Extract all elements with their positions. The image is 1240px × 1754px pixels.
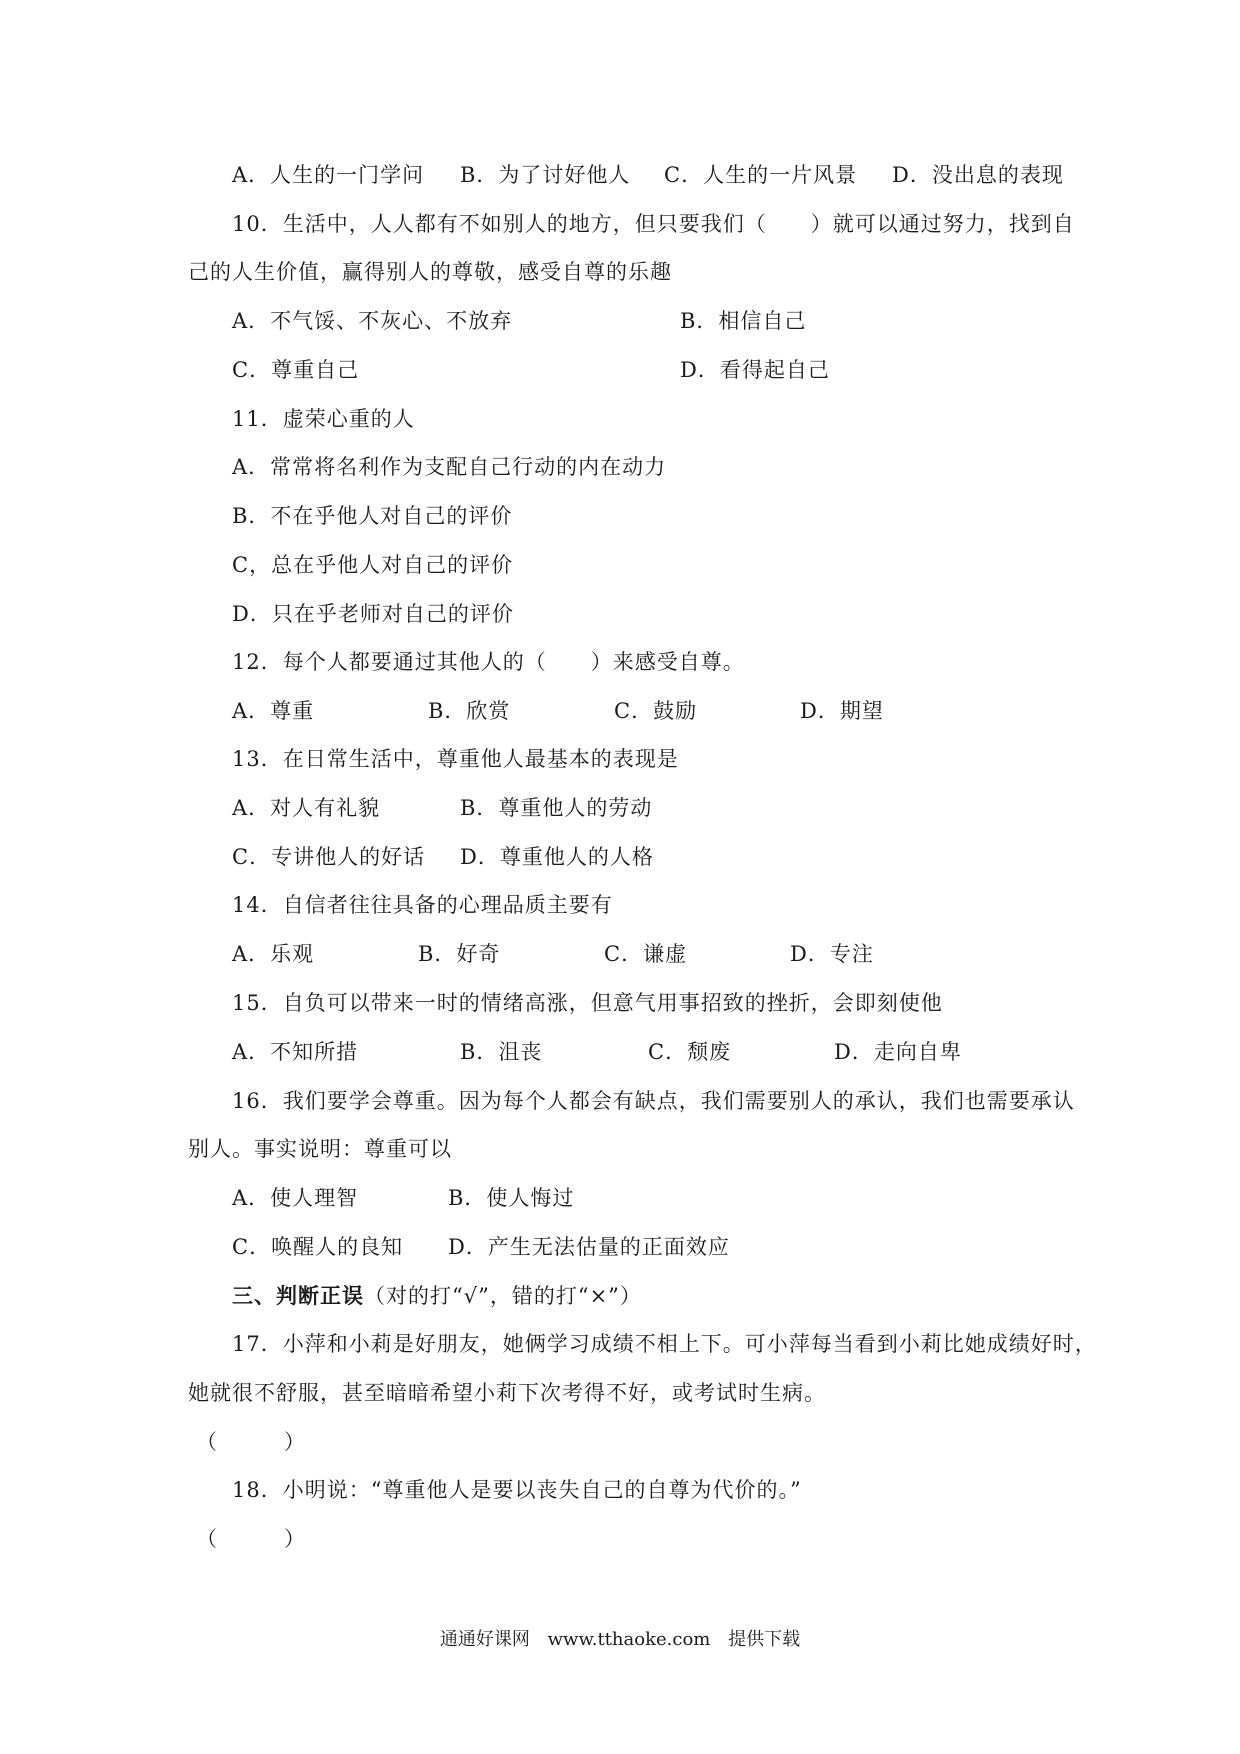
q10-option-d: D．看得起自己 [680, 358, 830, 382]
section3-note: （对的打“√”，错的打“×”） [364, 1284, 642, 1308]
q15-option-d: D．走向自卑 [834, 1040, 962, 1064]
q16-option-b: B．使人悔过 [448, 1186, 575, 1210]
page-footer [0, 1627, 1240, 1653]
q16-option-c: C．唤醒人的良知 [232, 1235, 404, 1259]
q14-stem: 14．自信者往往具备的心理品质主要有 [232, 893, 613, 917]
q16-stem-line1: 16．我们要学会尊重。因为每个人都会有缺点，我们需要别人的承认，我们也需要承认 [232, 1089, 1075, 1113]
q10-option-b: B．相信自己 [680, 309, 807, 333]
q15-option-b: B．沮丧 [460, 1040, 543, 1064]
q15-stem: 15．自负可以带来一时的情绪高涨，但意气用事招致的挫折，会即刻使他 [232, 991, 943, 1015]
q11-option-a: A．常常将名利作为支配自己行动的内在动力 [232, 455, 667, 479]
q18-stem: 18．小明说：“尊重他人是要以丧失自己的自尊为代价的。” [232, 1478, 802, 1502]
q16-option-a: A．使人理智 [232, 1186, 359, 1210]
q11-option-c: C，总在乎他人对自己的评价 [232, 553, 514, 577]
q16-option-d: D．产生无法估量的正面效应 [448, 1235, 730, 1259]
q15-option-c: C．颓废 [648, 1040, 732, 1064]
q11-stem: 11．虚荣心重的人 [232, 407, 415, 431]
q14-option-c: C．谦虚 [604, 942, 688, 966]
q12-option-c: C．鼓励 [614, 699, 698, 723]
q12-option-a: A．尊重 [232, 699, 315, 723]
q9-option-c: C．人生的一片风景 [664, 163, 858, 187]
q14-option-b: B．好奇 [418, 942, 501, 966]
q12-option-d: D．期望 [800, 699, 884, 723]
q9-option-a: A．人生的一门学问 [232, 163, 425, 187]
q10-stem-line2: 己的人生价值，赢得别人的尊敬，感受自尊的乐趣 [188, 260, 672, 284]
q15-option-a: A．不知所措 [232, 1040, 359, 1064]
q9-option-d: D．没出息的表现 [892, 163, 1064, 187]
q11-option-b: B．不在乎他人对自己的评价 [232, 504, 513, 528]
q12-option-b: B．欣赏 [428, 699, 511, 723]
q13-option-d: D．尊重他人的人格 [460, 845, 654, 869]
footer-suffix: 提供下载 [728, 1629, 801, 1650]
q18-answer-blank: （ ） [196, 1527, 306, 1551]
q17-stem-line1: 17．小萍和小莉是好朋友，她俩学习成绩不相上下。可小萍每当看到小莉比她成绩好时， [232, 1332, 1097, 1356]
q10-option-c: C．尊重自己 [232, 358, 360, 382]
q14-option-a: A．乐观 [232, 942, 315, 966]
q13-option-b: B．尊重他人的劳动 [460, 796, 653, 820]
q13-option-c: C．专讲他人的好话 [232, 845, 426, 869]
q12-stem: 12．每个人都要通过其他人的（ ）来感受自尊。 [232, 650, 745, 674]
q13-option-a: A．对人有礼貌 [232, 796, 381, 820]
footer-url[interactable]: www.tthaoke.com [547, 1629, 711, 1650]
q16-stem-line2: 别人。事实说明：尊重可以 [188, 1137, 452, 1161]
q9-option-b: B．为了讨好他人 [460, 163, 631, 187]
q11-option-d: D．只在乎老师对自己的评价 [232, 602, 514, 626]
q10-stem-line1: 10．生活中，人人都有不如别人的地方，但只要我们（ ）就可以通过努力，找到自 [232, 212, 1075, 236]
q10-option-a: A．不气馁、不灰心、不放弃 [232, 309, 513, 333]
section3-title: 三、判断正误 [232, 1283, 364, 1308]
q17-answer-blank: （ ） [196, 1430, 306, 1454]
section3-heading [232, 1281, 642, 1311]
footer-site-name: 通通好课网 [439, 1629, 530, 1650]
q14-option-d: D．专注 [790, 942, 874, 966]
q17-stem-line2: 她就很不舒服，甚至暗暗希望小莉下次考得不好，或考试时生病。 [188, 1381, 826, 1405]
q13-stem: 13．在日常生活中，尊重他人最基本的表现是 [232, 747, 679, 771]
